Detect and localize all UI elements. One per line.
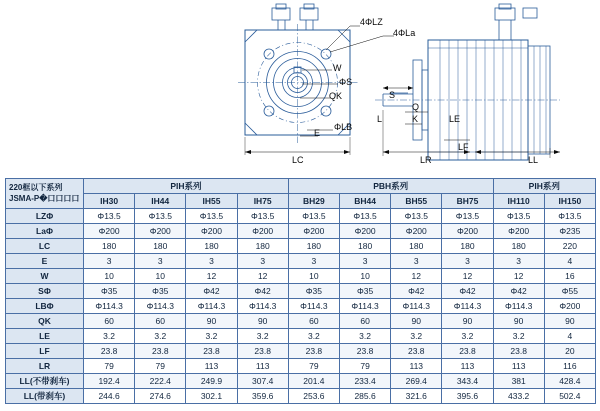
cell: 23.8: [135, 344, 186, 359]
column-header-ih44: IH44: [135, 194, 186, 209]
cell: Φ114.3: [339, 299, 390, 314]
cell: 502.4: [544, 389, 595, 404]
cell: Φ35: [288, 284, 339, 299]
cell: 23.8: [288, 344, 339, 359]
cell: 180: [186, 239, 237, 254]
cell: Φ13.5: [493, 209, 544, 224]
cell: Φ200: [186, 224, 237, 239]
cell: 180: [391, 239, 442, 254]
cell: Φ200: [339, 224, 390, 239]
cell: 23.8: [237, 344, 288, 359]
table-row: [6, 209, 596, 224]
column-header-bh44: BH44: [339, 194, 390, 209]
group-header-pbh: PBH系列: [288, 179, 493, 194]
table-row: [6, 269, 596, 284]
table-row: [6, 344, 596, 359]
cell: Φ35: [84, 284, 135, 299]
w-dim-label: W: [333, 63, 342, 73]
cell: 23.8: [391, 344, 442, 359]
cell: Φ13.5: [339, 209, 390, 224]
specifications-table: [5, 178, 596, 404]
row-label: LL(带刹车): [6, 389, 84, 404]
table-row: [6, 284, 596, 299]
q-dim-label-right: Q: [412, 102, 420, 112]
cell: 3.2: [84, 329, 135, 344]
table-row: [6, 374, 596, 389]
cell: Φ114.3: [442, 299, 493, 314]
column-header-ih75: IH75: [237, 194, 288, 209]
row-label: LBΦ: [6, 299, 84, 314]
cell: Φ13.5: [442, 209, 493, 224]
cell: Φ114.3: [493, 299, 544, 314]
row-label: LaΦ: [6, 224, 84, 239]
cell: 192.4: [84, 374, 135, 389]
specifications-table-wrap: [5, 178, 595, 404]
lc-dim-label: LC: [292, 155, 304, 165]
cell: Φ200: [544, 299, 595, 314]
motor-dimensional-drawing: [0, 0, 600, 172]
cell: 180: [288, 239, 339, 254]
cell: Φ13.5: [84, 209, 135, 224]
cell: 269.4: [391, 374, 442, 389]
cell: Φ55: [544, 284, 595, 299]
row-label: LE: [6, 329, 84, 344]
cell: 3: [288, 254, 339, 269]
cell: 3.2: [135, 329, 186, 344]
row-label: LL(不带刹车): [6, 374, 84, 389]
cell: 79: [135, 359, 186, 374]
table-corner-cell: [6, 179, 84, 209]
cell: Φ114.3: [135, 299, 186, 314]
table-row: [6, 239, 596, 254]
cell: 4: [544, 329, 595, 344]
column-header-bh75: BH75: [442, 194, 493, 209]
cell: 180: [84, 239, 135, 254]
cell: 3.2: [391, 329, 442, 344]
cell: 60: [135, 314, 186, 329]
cell: 3: [339, 254, 390, 269]
cell: 3.2: [493, 329, 544, 344]
column-header-ih55: IH55: [186, 194, 237, 209]
s-dim-label-right: S: [389, 90, 396, 100]
cell: 10: [288, 269, 339, 284]
column-header-bh29: BH29: [288, 194, 339, 209]
table-row: [6, 389, 596, 404]
row-label: E: [6, 254, 84, 269]
cell: 3: [237, 254, 288, 269]
cell: 180: [493, 239, 544, 254]
cell: 113: [442, 359, 493, 374]
cell: 60: [84, 314, 135, 329]
cell: 79: [339, 359, 390, 374]
table-row: [6, 299, 596, 314]
cell: 222.4: [135, 374, 186, 389]
cell: 20: [544, 344, 595, 359]
table-row: [6, 224, 596, 239]
cell: Φ114.3: [391, 299, 442, 314]
cell: 90: [186, 314, 237, 329]
group-header-pih-2: PIH系列: [493, 179, 595, 194]
corner-line-1: 220框以下系列: [9, 183, 63, 193]
cell: 113: [493, 359, 544, 374]
lb-dim-label: ΦLB: [334, 122, 353, 132]
cell: Φ42: [237, 284, 288, 299]
cell: Φ42: [493, 284, 544, 299]
le-dim-label-right: LE: [449, 114, 461, 124]
cell: 90: [544, 314, 595, 329]
table-head: [6, 179, 596, 209]
qk-dim-label: QK: [329, 91, 343, 101]
cell: 244.6: [84, 389, 135, 404]
cell: 90: [442, 314, 493, 329]
cell: 274.6: [135, 389, 186, 404]
cell: 90: [493, 314, 544, 329]
cell: 10: [339, 269, 390, 284]
cell: Φ13.5: [135, 209, 186, 224]
table-row: [6, 359, 596, 374]
row-label: LC: [6, 239, 84, 254]
cell: 3.2: [339, 329, 390, 344]
table-row: [6, 314, 596, 329]
cell: Φ235: [544, 224, 595, 239]
cell: 113: [237, 359, 288, 374]
cell: Φ13.5: [186, 209, 237, 224]
cell: 3.2: [442, 329, 493, 344]
cell: Φ42: [442, 284, 493, 299]
cell: 201.4: [288, 374, 339, 389]
cell: 12: [237, 269, 288, 284]
cell: 3.2: [237, 329, 288, 344]
cell: 343.4: [442, 374, 493, 389]
cell: 233.4: [339, 374, 390, 389]
cell: 180: [135, 239, 186, 254]
cell: 180: [339, 239, 390, 254]
cell: 23.8: [186, 344, 237, 359]
column-header-ih30: IH30: [84, 194, 135, 209]
lz-hole-callout: 4ΦLZ: [360, 17, 383, 27]
cell: Φ200: [237, 224, 288, 239]
column-header-ih110: IH110: [493, 194, 544, 209]
cell: Φ114.3: [237, 299, 288, 314]
cell: 359.6: [237, 389, 288, 404]
cell: 16: [544, 269, 595, 284]
cell: 90: [237, 314, 288, 329]
cell: Φ200: [135, 224, 186, 239]
ll-dim-label-right: LL: [528, 155, 539, 165]
e-dim-label: E: [314, 128, 321, 138]
cell: 285.6: [339, 389, 390, 404]
cell: Φ13.5: [391, 209, 442, 224]
lf-dim-label-right: LF: [458, 142, 469, 152]
cell: 3: [391, 254, 442, 269]
cell: Φ13.5: [237, 209, 288, 224]
cell: 433.2: [493, 389, 544, 404]
cell: 12: [186, 269, 237, 284]
cell: 220: [544, 239, 595, 254]
cell: Φ200: [391, 224, 442, 239]
cell: 23.8: [84, 344, 135, 359]
cell: Φ35: [135, 284, 186, 299]
cell: 116: [544, 359, 595, 374]
cell: 12: [391, 269, 442, 284]
cell: 113: [186, 359, 237, 374]
cell: 3.2: [288, 329, 339, 344]
cell: Φ13.5: [288, 209, 339, 224]
cell: 60: [288, 314, 339, 329]
cell: 3: [135, 254, 186, 269]
cell: Φ42: [186, 284, 237, 299]
cell: Φ114.3: [186, 299, 237, 314]
row-label: SΦ: [6, 284, 84, 299]
la-circle-callout: 4ΦLa: [393, 28, 416, 38]
row-label: W: [6, 269, 84, 284]
cell: 3: [442, 254, 493, 269]
cell: 3: [493, 254, 544, 269]
cell: 10: [84, 269, 135, 284]
drawing-svg: [0, 0, 600, 172]
cell: 10: [135, 269, 186, 284]
table-column-header-row: [6, 194, 596, 209]
cell: Φ13.5: [544, 209, 595, 224]
cell: Φ42: [391, 284, 442, 299]
k-dim-label-right: K: [412, 114, 419, 124]
row-label: LR: [6, 359, 84, 374]
cell: 3: [84, 254, 135, 269]
table-row: [6, 254, 596, 269]
group-header-pih-1: PIH系列: [84, 179, 289, 194]
cell: 180: [442, 239, 493, 254]
table-body: [6, 209, 596, 404]
cell: Φ35: [339, 284, 390, 299]
cell: 302.1: [186, 389, 237, 404]
cell: 381: [493, 374, 544, 389]
s-dia-dim-label: ΦS: [339, 77, 353, 87]
cell: 79: [288, 359, 339, 374]
cell: 321.6: [391, 389, 442, 404]
column-header-ih150: IH150: [544, 194, 595, 209]
lr-dim-label-right: LR: [420, 155, 432, 165]
cell: Φ200: [493, 224, 544, 239]
cell: Φ114.3: [288, 299, 339, 314]
cell: 428.4: [544, 374, 595, 389]
cell: 113: [391, 359, 442, 374]
l-dim-label-right: L: [377, 114, 383, 124]
table-group-header-row: [6, 179, 596, 194]
cell: 60: [339, 314, 390, 329]
table-row: [6, 329, 596, 344]
cell: 23.8: [442, 344, 493, 359]
cell: Φ200: [288, 224, 339, 239]
cell: 23.8: [339, 344, 390, 359]
corner-line-2: JSMA-P�口口口口: [9, 193, 80, 203]
cell: 90: [391, 314, 442, 329]
cell: 249.9: [186, 374, 237, 389]
cell: 307.4: [237, 374, 288, 389]
cell: Φ200: [84, 224, 135, 239]
row-label: LF: [6, 344, 84, 359]
cell: Φ114.3: [84, 299, 135, 314]
cell: 3.2: [186, 329, 237, 344]
cell: 253.6: [288, 389, 339, 404]
cell: 395.6: [442, 389, 493, 404]
cell: 12: [493, 269, 544, 284]
cell: 12: [442, 269, 493, 284]
cell: 3: [186, 254, 237, 269]
cell: 79: [84, 359, 135, 374]
cell: Φ200: [442, 224, 493, 239]
column-header-bh55: BH55: [391, 194, 442, 209]
cell: 180: [237, 239, 288, 254]
row-label: LZΦ: [6, 209, 84, 224]
cell: 23.8: [493, 344, 544, 359]
row-label: QK: [6, 314, 84, 329]
cell: 4: [544, 254, 595, 269]
